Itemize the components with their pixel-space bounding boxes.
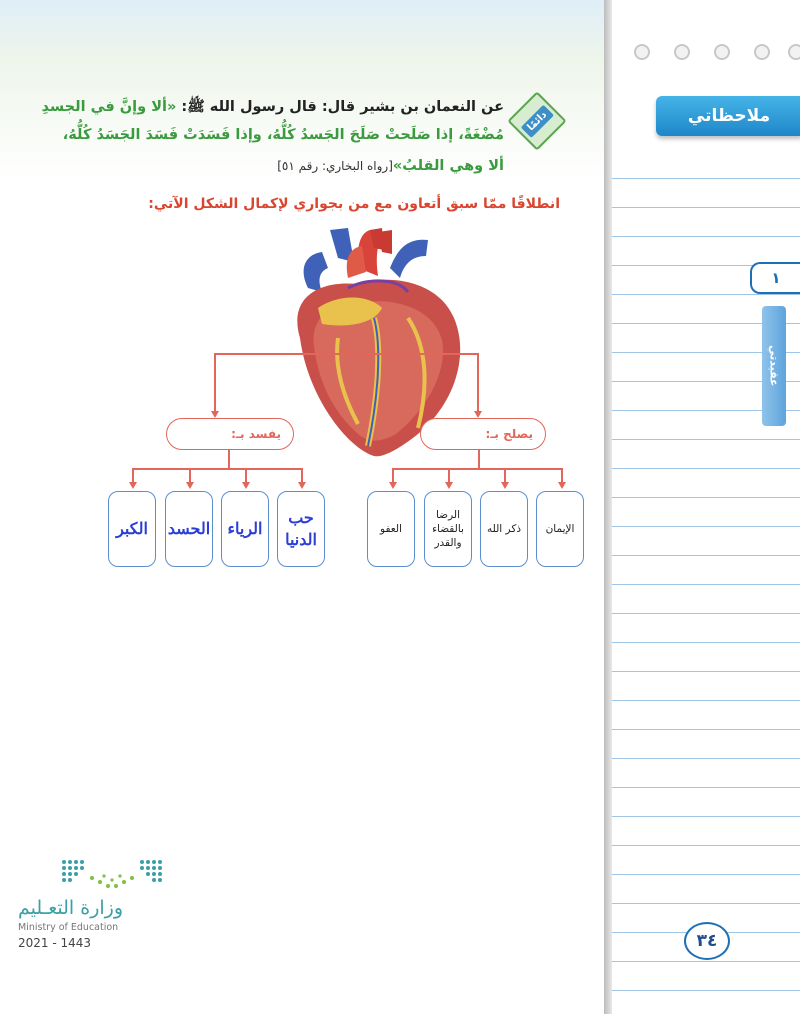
arrow-down-icon bbox=[445, 482, 453, 489]
arrow-down-icon bbox=[129, 482, 137, 489]
hadith-reference: [رواه البخاري: رقم ٥١] bbox=[277, 159, 393, 173]
arrow-down-icon bbox=[474, 411, 482, 418]
connector-left-down bbox=[214, 353, 216, 413]
hadith-line-3 bbox=[277, 158, 504, 174]
arrow-down-icon bbox=[211, 411, 219, 418]
arrow-down-icon bbox=[558, 482, 566, 489]
reforms-item-text: ذكر الله bbox=[486, 522, 522, 535]
hadith-text-start: «ألا وإنَّ في الجسدِ bbox=[41, 99, 177, 115]
book-spine bbox=[604, 0, 612, 1014]
connector-left-bar bbox=[132, 468, 302, 470]
connector-left-stem bbox=[228, 450, 230, 468]
ministry-name-english: Ministry of Education bbox=[18, 922, 119, 933]
reforms-item-card[interactable] bbox=[536, 491, 584, 567]
arrow-down-icon bbox=[242, 482, 250, 489]
spoils-item-text: حب الدنيا bbox=[285, 508, 317, 549]
reforms-item-text: الرضا بالقضاء والقدر bbox=[432, 508, 464, 550]
notes-page bbox=[612, 0, 800, 1014]
connector-right-bar bbox=[392, 468, 562, 470]
reforms-item-card[interactable] bbox=[480, 491, 528, 567]
spoils-item-text: الرياء bbox=[227, 519, 263, 539]
reforms-by-label: يصلح بـ: bbox=[485, 427, 533, 441]
binder-hole-icon bbox=[674, 44, 690, 60]
hadith-narration: عن النعمان بن بشير قال: قال رسول الله ﷺ: bbox=[176, 99, 504, 115]
reforms-item-card[interactable] bbox=[424, 491, 472, 567]
notes-title: ملاحظاتي bbox=[687, 106, 771, 126]
binder-hole-icon bbox=[788, 44, 800, 60]
binder-hole-icon bbox=[714, 44, 730, 60]
binder-hole-icon bbox=[634, 44, 650, 60]
connector-right-drop bbox=[561, 468, 563, 482]
binder-hole-icon bbox=[754, 44, 770, 60]
hadith-badge-icon bbox=[507, 91, 566, 150]
connector-top bbox=[214, 353, 478, 355]
reforms-item-text: العفو bbox=[380, 522, 402, 535]
hadith-line-2: مُضْغَةً، إذا صَلَحتْ صَلَحَ الجَسدُ كُلُّهُ، وإذا فَسَدَتْ فَسَدَ الجَسَدُ كُلُّهُ، bbox=[62, 127, 504, 143]
connector-left-drop bbox=[132, 468, 134, 482]
arrow-down-icon bbox=[501, 482, 509, 489]
spoils-item-card[interactable] bbox=[165, 491, 213, 567]
connector-left-drop bbox=[245, 468, 247, 482]
activity-instruction: انطلاقًا ممّا سبق أتعاون مع من بجواري لإكمال الشكل الآتي: bbox=[148, 196, 560, 212]
connector-right-stem bbox=[478, 450, 480, 468]
edition-year: 2021 - 1443 bbox=[18, 936, 92, 950]
connector-right-drop bbox=[392, 468, 394, 482]
notes-title-tab bbox=[656, 96, 800, 136]
spoils-item-text: الكبر bbox=[116, 519, 148, 539]
spoils-item-card[interactable] bbox=[277, 491, 325, 567]
connector-left-drop bbox=[189, 468, 191, 482]
hadith-line-1 bbox=[42, 98, 504, 119]
unit-title: عقيدتي bbox=[767, 345, 781, 387]
hadith-text-end: ألا وهي القلبُ» bbox=[392, 158, 504, 174]
arrow-down-icon bbox=[186, 482, 194, 489]
reforms-by-box[interactable] bbox=[420, 418, 546, 450]
reforms-item-card[interactable] bbox=[367, 491, 415, 567]
connector-right-down bbox=[477, 353, 479, 413]
unit-number: ١ bbox=[771, 269, 781, 287]
spoils-item-card[interactable] bbox=[221, 491, 269, 567]
spoils-item-card[interactable] bbox=[108, 491, 156, 567]
reforms-item-text: الإيمان bbox=[545, 522, 575, 535]
spoils-by-box[interactable] bbox=[166, 418, 294, 450]
page-number-badge bbox=[684, 922, 730, 960]
ministry-logo-icon bbox=[60, 856, 164, 892]
arrow-down-icon bbox=[389, 482, 397, 489]
connector-right-drop bbox=[448, 468, 450, 482]
ministry-name-arabic: وزارة التعـليم bbox=[18, 897, 124, 919]
connector-right-drop bbox=[504, 468, 506, 482]
arrow-down-icon bbox=[298, 482, 306, 489]
connector-left-drop bbox=[301, 468, 303, 482]
unit-number-box bbox=[750, 262, 800, 294]
hadith-badge-label: دائمًا bbox=[520, 104, 554, 138]
spoils-item-text: الحسد bbox=[167, 519, 211, 539]
unit-title-ribbon bbox=[762, 306, 786, 426]
page-number: ٣٤ bbox=[696, 931, 718, 951]
spoils-by-label: يفسد بـ: bbox=[231, 427, 281, 441]
